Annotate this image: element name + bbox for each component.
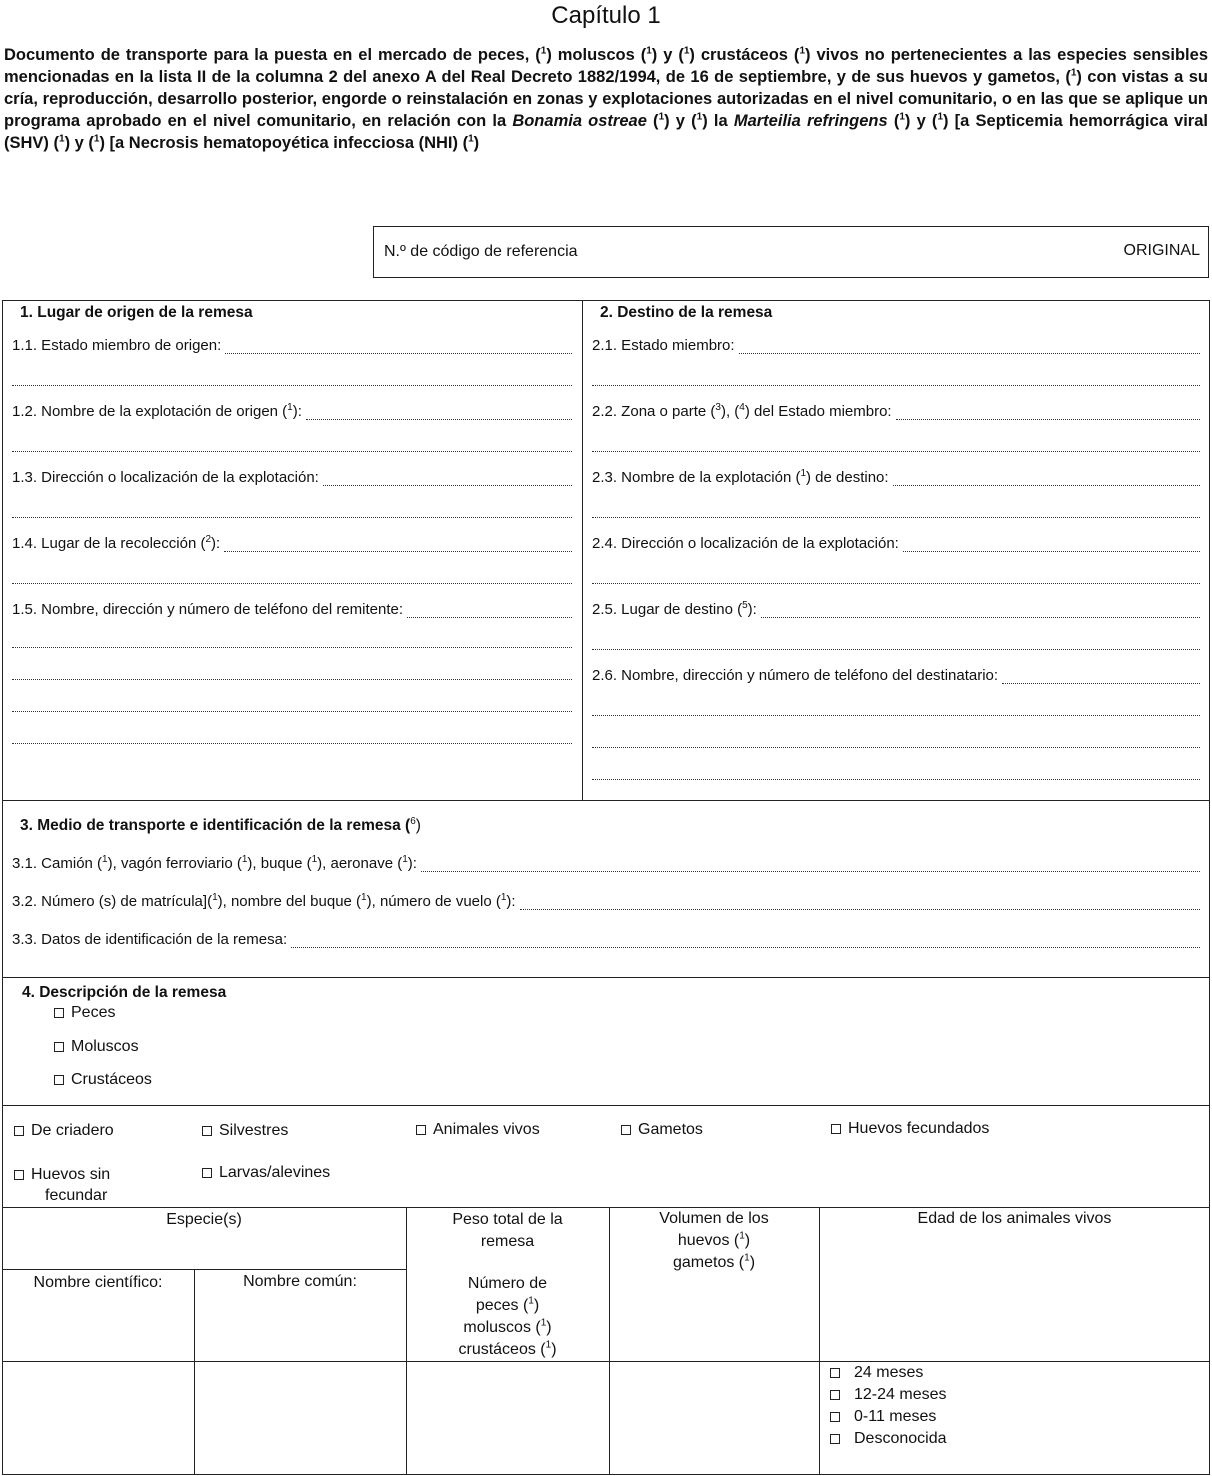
section-2-fields bbox=[592, 332, 1200, 780]
header-volumen: Volumen de los huevos ($^1$) gametos ($^1$) bbox=[659, 1210, 769, 1271]
field-2-4-input-2[interactable] bbox=[592, 582, 1200, 584]
field-1-5-input-4[interactable] bbox=[12, 710, 572, 712]
field-3-1-input[interactable] bbox=[421, 859, 1200, 872]
type-divider bbox=[2, 1105, 1210, 1106]
header-peso-total: Peso total de la remesa bbox=[452, 1211, 563, 1250]
cell-volumen[interactable] bbox=[611, 1363, 817, 1473]
field-2-1-label: 2.1. Estado miembro: bbox=[592, 337, 735, 354]
field-2-1-input[interactable] bbox=[739, 341, 1200, 354]
field-1-2-input[interactable] bbox=[306, 407, 572, 420]
field-1-4-input[interactable] bbox=[224, 539, 572, 552]
field-1-4-input-2[interactable] bbox=[12, 582, 572, 584]
field-1-5-input-2[interactable] bbox=[12, 646, 572, 648]
field-2-4-label: 2.4. Dirección o localización de la explotación: bbox=[592, 535, 899, 552]
section-3-title: 3. Medio de transporte e identificación de la remesa ($^6$) bbox=[20, 815, 421, 834]
checkbox-icon bbox=[54, 1008, 64, 1018]
header-nombre-comun: Nombre común: bbox=[243, 1273, 357, 1290]
field-2-2-input[interactable] bbox=[896, 407, 1200, 420]
section-1-title: 1. Lugar de origen de la remesa bbox=[20, 304, 253, 321]
header-edad: Edad de los animales vivos bbox=[917, 1210, 1112, 1227]
section-2-title: 2. Destino de la remesa bbox=[600, 304, 773, 321]
field-1-4-label: 1.4. Lugar de la recolección ($^2$): bbox=[12, 534, 221, 552]
field-1-5-input-3[interactable] bbox=[12, 678, 572, 680]
field-1-2-label: 1.2. Nombre de la explotación de origen ($^1$): bbox=[12, 402, 302, 420]
field-1-3-label: 1.3. Dirección o localización de la explotación: bbox=[12, 469, 319, 486]
document-title: Documento de transporte para la puesta en el mercado de peces, ($^1$) moluscos ($^1$) y ($^1$) crustáceos ($^1$) vivos no pertenecientes a las especies sensibles mencionadas en la lista II de la columna 2 del anexo A del Real Decreto 1882/1994, de 16 de septiembre, y de sus huevos y gametos, ($^1$) con vistas a su cría, reproducción, desarrollo posterior, engorde o reinstalación en zonas y explotaciones autorizadas en el nivel comunitario, o en las que se aplique un programa aprobado en el nivel comunitario, en relación con la Bonamia ostreae ($^1$) y ($^1$) la Marteilia refringens ($^1$) y ($^1$) [a Septicemia hemorrágica viral (SHV) ($^1$) y ($^1$) [a Necrosis hematopoyética infecciosa (NHI) ($^1$) bbox=[4, 45, 1208, 152]
field-2-6-input-4[interactable] bbox=[592, 778, 1200, 780]
field-1-2-input-2[interactable] bbox=[12, 450, 572, 452]
header-especies: Especie(s) bbox=[166, 1211, 242, 1228]
field-2-5-input-2[interactable] bbox=[592, 648, 1200, 650]
field-1-1-input-2[interactable] bbox=[12, 384, 572, 386]
field-3-3-input[interactable] bbox=[291, 935, 1200, 948]
field-2-4-input[interactable] bbox=[903, 539, 1200, 552]
field-2-5-label: 2.5. Lugar de destino ($^5$): bbox=[592, 600, 757, 618]
checkbox-icon bbox=[830, 1434, 840, 1444]
field-3-2-input[interactable] bbox=[520, 897, 1200, 910]
field-1-3-input[interactable] bbox=[323, 473, 572, 486]
field-2-5-input[interactable] bbox=[761, 605, 1200, 618]
field-1-3-input-2[interactable] bbox=[12, 516, 572, 518]
table-header-bottom-border bbox=[2, 1361, 1210, 1362]
field-1-1-input[interactable] bbox=[225, 341, 572, 354]
checkbox-animales-vivos[interactable]: Animales vivos bbox=[416, 1121, 540, 1139]
cell-nombre-cientifico[interactable] bbox=[4, 1363, 192, 1473]
column-divider bbox=[582, 300, 583, 801]
checkbox-icon bbox=[621, 1125, 631, 1135]
checkbox-peces[interactable]: Peces bbox=[54, 1004, 115, 1022]
checkbox-icon bbox=[54, 1042, 64, 1052]
reference-code-box[interactable] bbox=[373, 226, 1209, 278]
field-2-3-input[interactable] bbox=[893, 473, 1200, 486]
header-numero: Número de peces ($^1$) moluscos ($^1$) crustáceos ($^1$) bbox=[458, 1275, 557, 1358]
checkbox-icon bbox=[830, 1412, 840, 1422]
checkbox-icon bbox=[54, 1075, 64, 1085]
section-3-fields bbox=[12, 850, 1200, 948]
field-2-6-input-2[interactable] bbox=[592, 714, 1200, 716]
checkbox-age-0-11[interactable]: 0-11 meses bbox=[830, 1408, 936, 1426]
checkbox-icon bbox=[416, 1125, 426, 1135]
section-4-title: 4. Descripción de la remesa bbox=[22, 984, 227, 1001]
field-2-2-input-2[interactable] bbox=[592, 450, 1200, 452]
checkbox-age-24[interactable]: 24 meses bbox=[830, 1364, 923, 1382]
field-3-2-label: 3.2. Número (s) de matrícula]($^1$), nombre del buque ($^1$), número de vuelo ($^1$): bbox=[12, 892, 516, 910]
reference-code-label: N.º de código de referencia bbox=[384, 243, 578, 260]
original-label: ORIGINAL bbox=[1123, 242, 1200, 259]
field-2-2-label: 2.2. Zona o parte ($^3$), ($^4$) del Estado miembro: bbox=[592, 402, 892, 420]
checkbox-icon bbox=[831, 1124, 841, 1134]
checkbox-icon bbox=[14, 1170, 24, 1180]
field-1-5-input-5[interactable] bbox=[12, 742, 572, 744]
checkbox-huevos-fecundados[interactable]: Huevos fecundados bbox=[831, 1120, 989, 1138]
checkbox-de-criadero[interactable]: De criadero bbox=[14, 1122, 114, 1140]
header-nombre-cientifico: Nombre científico: bbox=[33, 1274, 163, 1291]
field-3-3-label: 3.3. Datos de identificación de la remesa: bbox=[12, 931, 288, 948]
cell-nombre-comun[interactable] bbox=[196, 1363, 404, 1473]
checkbox-age-12-24[interactable]: 12-24 meses bbox=[830, 1386, 947, 1404]
field-2-3-input-2[interactable] bbox=[592, 516, 1200, 518]
field-2-3-label: 2.3. Nombre de la explotación ($^1$) de destino: bbox=[592, 468, 889, 486]
field-2-6-input[interactable] bbox=[1002, 671, 1200, 684]
checkbox-icon bbox=[202, 1126, 212, 1136]
field-2-6-input-3[interactable] bbox=[592, 746, 1200, 748]
section-divider bbox=[2, 800, 1210, 801]
field-2-1-input-2[interactable] bbox=[592, 384, 1200, 386]
cell-peso-numero[interactable] bbox=[408, 1363, 607, 1473]
chapter-title: Capítulo 1 bbox=[551, 2, 661, 29]
field-1-1-label: 1.1. Estado miembro de origen: bbox=[12, 337, 222, 354]
field-3-1-label: 3.1. Camión ($^1$), vagón ferroviario ($^1$), buque ($^1$), aeronave ($^1$): bbox=[12, 854, 417, 872]
field-1-5-label: 1.5. Nombre, dirección y número de teléfono del remitente: bbox=[12, 601, 404, 618]
checkbox-icon bbox=[830, 1368, 840, 1378]
checkbox-silvestres[interactable]: Silvestres bbox=[202, 1122, 288, 1140]
field-1-5-input[interactable] bbox=[407, 605, 572, 618]
species-subheader-border bbox=[2, 1269, 407, 1270]
checkbox-larvas-alevines[interactable]: Larvas/alevines bbox=[202, 1164, 330, 1182]
checkbox-crustaceos[interactable]: Crustáceos bbox=[54, 1071, 152, 1089]
col-divider-1 bbox=[194, 1269, 195, 1475]
checkbox-icon bbox=[830, 1390, 840, 1400]
checkbox-icon bbox=[202, 1168, 212, 1178]
col-divider-4 bbox=[819, 1207, 820, 1475]
checkbox-icon bbox=[14, 1126, 24, 1136]
field-2-6-label: 2.6. Nombre, dirección y número de teléfono del destinatario: bbox=[592, 667, 999, 684]
checkbox-huevos-sin-fecundar[interactable]: Huevos sin fecundar bbox=[14, 1164, 110, 1206]
section-1-fields bbox=[12, 332, 572, 744]
checkbox-gametos[interactable]: Gametos bbox=[621, 1121, 703, 1139]
checkbox-age-desconocida[interactable]: Desconocida bbox=[830, 1430, 947, 1448]
checkbox-moluscos[interactable]: Moluscos bbox=[54, 1038, 139, 1056]
